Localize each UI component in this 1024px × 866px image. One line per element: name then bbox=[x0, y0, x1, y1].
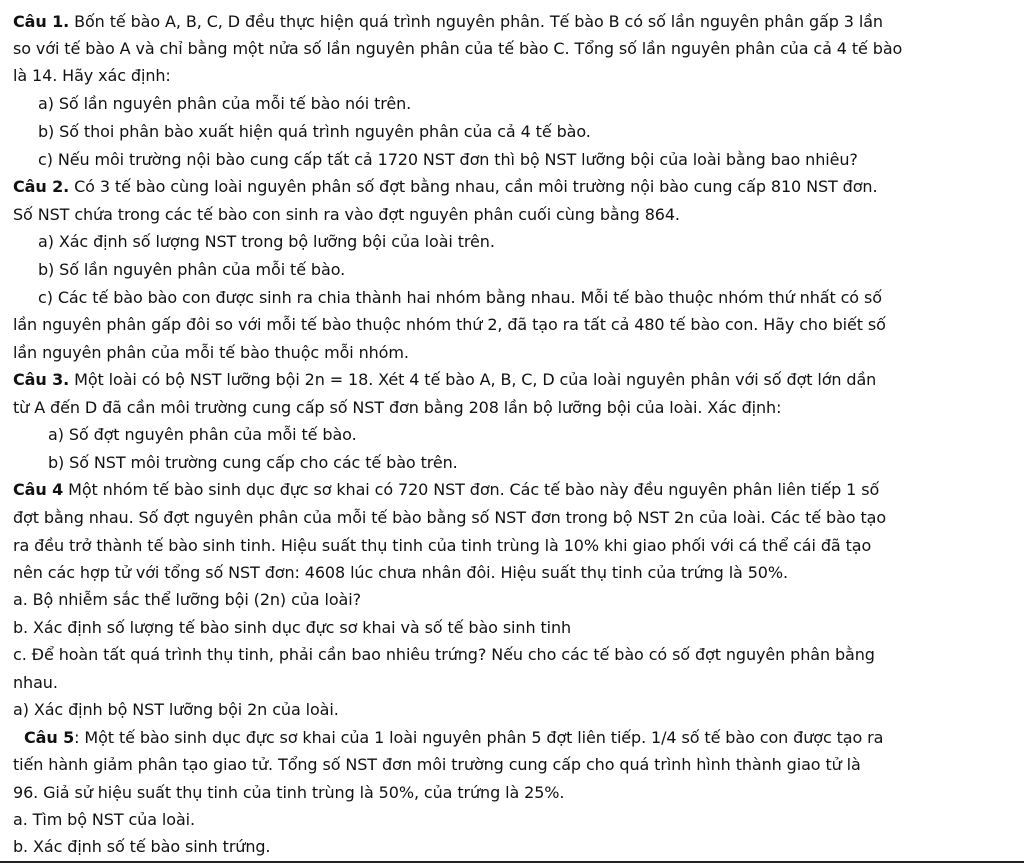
question-4-part-c-line-2: nhau. bbox=[13, 673, 58, 692]
question-2-label: Câu 2. bbox=[13, 177, 70, 196]
question-2-line-1: Câu 2. Có 3 tế bào cùng loài nguyên phân số đợt bằng nhau, cần môi trường nội bào cung cấp 810 NST đơn. bbox=[13, 177, 878, 196]
question-5-part-b: b. Xác định số tế bào sinh trứng. bbox=[13, 837, 271, 856]
question-3-line-1: Câu 3. Một loài có bộ NST lưỡng bội 2n = 18. Xét 4 tế bào A, B, C, D của loài nguyên phân với số đợt lớn dần bbox=[13, 370, 877, 389]
question-2-line-2: Số NST chứa trong các tế bào con sinh ra vào đợt nguyên phân cuối cùng bằng 864. bbox=[13, 205, 680, 224]
question-4-part-c-line-1: c. Để hoàn tất quá trình thụ tinh, phải cần bao nhiêu trứng? Nếu cho các tế bào có số đợt nguyên phân bằng bbox=[13, 645, 875, 664]
question-5-line-1: Câu 5: Một tế bào sinh dục đực sơ khai của 1 loài nguyên phân 5 đợt liên tiếp. 1/4 số tế bào con được tạo ra bbox=[24, 728, 884, 747]
question-4-line-1: Câu 4 Một nhóm tế bào sinh dục đực sơ khai có 720 NST đơn. Các tế bào này đều nguyên phân liên tiếp 1 số bbox=[13, 480, 880, 499]
question-2-part-c-line-2: lần nguyên phân gấp đôi so với mỗi tế bào thuộc nhóm thứ 2, đã tạo ra tất cả 480 tế bào con. Hãy cho biết số bbox=[13, 315, 886, 334]
question-5-line-3: 96. Giả sử hiệu suất thụ tinh của tinh trùng là 50%, của trứng là 25%. bbox=[13, 783, 565, 802]
question-5-line-2: tiến hành giảm phân tạo giao tử. Tổng số NST đơn môi trường cung cấp cho quá trình hình thành giao tử là bbox=[13, 755, 861, 774]
question-1-line-2: so với tế bào A và chỉ bằng một nửa số lần nguyên phân của tế bào C. Tổng số lần nguyên phân của cả 4 tế bào bbox=[13, 39, 903, 58]
question-3-part-a: a) Số đợt nguyên phân của mỗi tế bào. bbox=[48, 425, 357, 444]
question-1-line-3: là 14. Hãy xác định: bbox=[13, 66, 171, 85]
question-5-label: Câu 5 bbox=[24, 728, 75, 747]
question-1-part-a: a) Số lần nguyên phân của mỗi tế bào nói trên. bbox=[38, 94, 412, 113]
question-4-extra-a: a) Xác định bộ NST lưỡng bội 2n của loài. bbox=[13, 700, 339, 719]
question-1-part-c: c) Nếu môi trường nội bào cung cấp tất cả 1720 NST đơn thì bộ NST lưỡng bội của loài bằng bao nhiêu? bbox=[38, 150, 858, 169]
question-2-part-c-line-1: c) Các tế bào bào con được sinh ra chia thành hai nhóm bằng nhau. Mỗi tế bào thuộc nhóm thứ nhất có số bbox=[38, 288, 882, 307]
question-2-part-c-line-3: lần nguyên phân của mỗi tế bào thuộc mỗi nhóm. bbox=[13, 343, 409, 362]
question-4-line-3: ra đều trở thành tế bào sinh tinh. Hiệu suất thụ tinh của tinh trùng là 10% khi giao phối với cá thể cái đã tạo bbox=[13, 536, 872, 555]
question-2-part-b: b) Số lần nguyên phân của mỗi tế bào. bbox=[38, 260, 346, 279]
question-1-line-1: Câu 1. Bốn tế bào A, B, C, D đều thực hiện quá trình nguyên phân. Tế bào B có số lần nguyên phân gấp 3 lần bbox=[13, 12, 883, 31]
question-4-part-b: b. Xác định số lượng tế bào sinh dục đực sơ khai và số tế bào sinh tinh bbox=[13, 618, 572, 637]
question-4-label: Câu 4 bbox=[13, 480, 64, 499]
question-2-part-a: a) Xác định số lượng NST trong bộ lưỡng bội của loài trên. bbox=[38, 232, 495, 251]
question-1-part-b: b) Số thoi phân bào xuất hiện quá trình nguyên phân của cả 4 tế bào. bbox=[38, 122, 591, 141]
question-4-line-2: đợt bằng nhau. Số đợt nguyên phân của mỗi tế bào bằng số NST đơn trong bộ NST 2n của loài. Các tế bào tạo bbox=[13, 508, 887, 527]
question-1-label: Câu 1. bbox=[13, 12, 70, 31]
question-3-part-b: b) Số NST môi trường cung cấp cho các tế bào trên. bbox=[48, 453, 458, 472]
question-3-label: Câu 3. bbox=[13, 370, 70, 389]
question-4-line-4: nên các hợp tử với tổng số NST đơn: 4608 lúc chưa nhân đôi. Hiệu suất thụ tinh của trứng là 50%. bbox=[13, 563, 788, 582]
question-5-part-a: a. Tìm bộ NST của loài. bbox=[13, 810, 195, 829]
page-bottom-border bbox=[0, 861, 1024, 863]
question-3-line-2: từ A đến D đã cần môi trường cung cấp số NST đơn bằng 208 lần bộ lưỡng bội của loài. Xác định: bbox=[13, 398, 782, 417]
question-4-part-a: a. Bộ nhiễm sắc thể lưỡng bội (2n) của loài? bbox=[13, 590, 361, 609]
